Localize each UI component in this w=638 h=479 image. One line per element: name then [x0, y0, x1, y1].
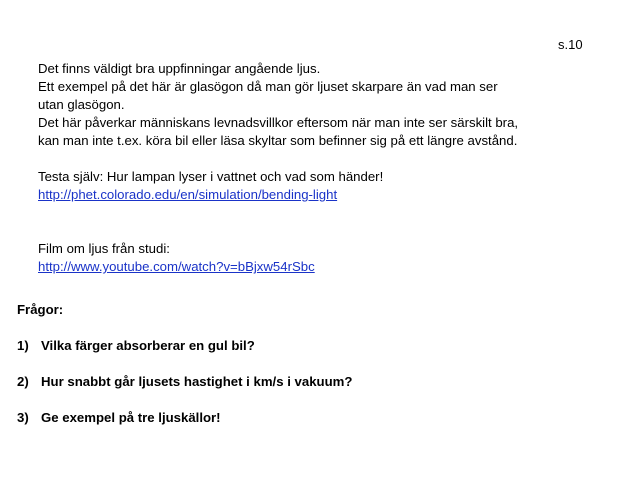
film-text: Film om ljus från studi: — [38, 241, 170, 256]
question-item — [17, 337, 352, 355]
questions-section — [17, 301, 352, 427]
paragraph-line: Ett exempel på det här är glasögon då man gör ljuset skarpare än vad man ser — [38, 79, 498, 94]
question-number: 1) — [17, 338, 29, 353]
body-text — [38, 60, 608, 276]
paragraph-line: utan glasögon. — [38, 97, 125, 112]
simulation-link-line — [38, 186, 608, 204]
question-number: 2) — [17, 374, 29, 389]
spacer — [17, 391, 352, 409]
spacer — [17, 355, 352, 373]
page-number: s.10 — [558, 37, 583, 52]
test-yourself-text: Testa själv: Hur lampan lyser i vattnet och vad som händer! — [38, 169, 384, 184]
film-link[interactable]: http://www.youtube.com/watch?v=bBjxw54rSbc — [38, 259, 315, 274]
questions-heading: Frågor: — [17, 302, 64, 317]
question-text: Vilka färger absorberar en gul bil? — [41, 338, 255, 353]
spacer — [38, 150, 608, 168]
question-number: 3) — [17, 410, 29, 425]
paragraph-line: Det finns väldigt bra uppfinningar angående ljus. — [38, 61, 321, 76]
paragraph-line: Det här påverkar människans levnadsvillkor eftersom när man inte ser särskilt bra, — [38, 115, 519, 130]
spacer — [17, 319, 352, 337]
question-item — [17, 409, 352, 427]
simulation-link[interactable]: http://phet.colorado.edu/en/simulation/bending-light — [38, 187, 338, 202]
paragraph-line: kan man inte t.ex. köra bil eller läsa skyltar som befinner sig på ett längre avstånd. — [38, 133, 518, 148]
question-text: Ge exempel på tre ljuskällor! — [41, 410, 221, 425]
question-text: Hur snabbt går ljusets hastighet i km/s i vakuum? — [41, 374, 353, 389]
spacer — [38, 204, 608, 240]
question-item — [17, 373, 352, 391]
film-link-line — [38, 258, 608, 276]
